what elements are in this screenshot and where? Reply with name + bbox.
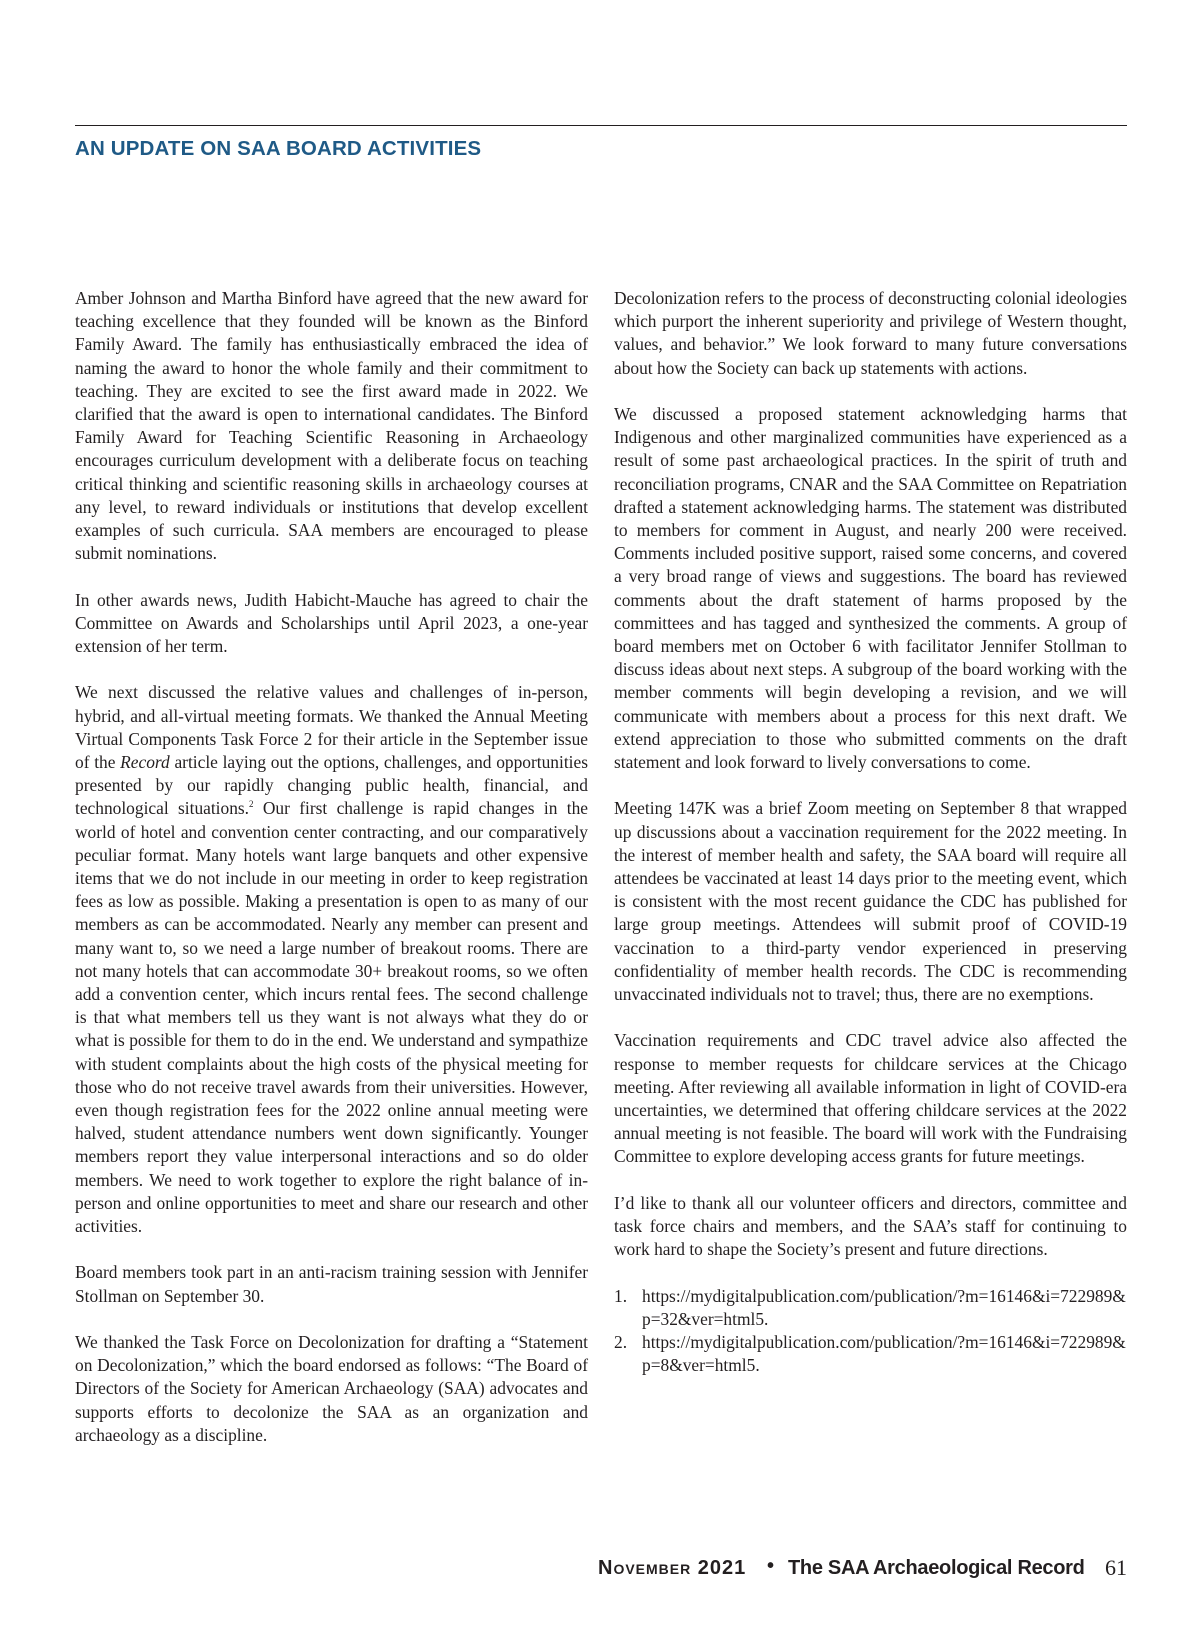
paragraph-anti-racism: Board members took part in an anti-racism training session with Jennifer Stollman on September 30. (75, 1262, 588, 1306)
header-rule (75, 125, 1127, 126)
footnote-item (614, 1331, 1127, 1377)
footer-bullet: • (767, 1555, 775, 1577)
page-footer (550, 1555, 1127, 1585)
footnote-number: 2. (614, 1332, 628, 1353)
paragraph-childcare: Vaccination requirements and CDC travel advice also affected the response to member requests for childcare services at the Chicago meeting. After reviewing all available information in light of COVID-era uncertainties, we determined that offering childcare services at the 2022 annual meeting is not feasible. The board will work with the Fundraising Committee to explore developing access grants for future meetings. (614, 1030, 1127, 1167)
paragraph-meeting-147k: Meeting 147K was a brief Zoom meeting on September 8 that wrapped up discussions about a vaccination requirement for the 2022 meeting. In the interest of member health and safety, the SAA board will require all attendees be vaccinated at least 14 days prior to the meeting event, which is consistent with the most recent guidance the CDC has published for large group meetings. Attendees will submit proof of COVID-19 vaccination to a third-party vendor experienced in preserving confidentiality of member health records. The CDC is recommending unvaccinated individuals not to travel; thus, there are no exemptions. (614, 798, 1127, 1005)
footnote-number: 1. (614, 1285, 628, 1306)
paragraph-decolonization: We thanked the Task Force on Decolonization for drafting a “Statement on Decolonization,” which the board endorsed as follows: “The Board of Directors of the Society for American Archaeology (SAA) advocates and supports efforts to decolonize the SAA as an organization and archaeology as a discipline. (75, 1332, 588, 1445)
footnote-link[interactable]: https://mydigitalpublication.com/publication/?m=16146&i=722989&p=8&ver=html5. (642, 1332, 1126, 1376)
footer-issue-date: November 2021 (598, 1557, 747, 1579)
footnote-item (614, 1285, 1127, 1331)
footer-journal-title: The SAA Archaeological Record (788, 1557, 1085, 1579)
paragraph-statement-of-harms: We discussed a proposed statement acknowledging harms that Indigenous and other marginalized communities have experienced as a result of some past archaeological practices. In the spirit of truth and reconciliation programs, CNAR and the SAA Committee on Repatriation drafted a statement acknowledging harms. The statement was distributed to members for comment in August, and nearly 200 were received. Comments included positive support, raised some concerns, and covered a very broad range of views and suggestions. The board has reviewed comments about the draft statement of harms proposed by the committees and has tagged and synthesized the comments. A group of board members met on October 6 with facilitator Jennifer Stollman to discuss ideas about next steps. A subgroup of the board working with the member comments will begin developing a revision, and we will communicate with members about a process for this next draft. We extend appreciation to those who submitted comments on the draft statement and look forward to lively conversations to come. (614, 404, 1127, 773)
paragraph-meeting-formats (75, 681, 588, 1238)
paragraph-thanks: I’d like to thank all our volunteer officers and directors, committee and task force chairs and members, and the SAA’s staff for continuing to work hard to shape the Society’s present and future directions. (614, 1192, 1127, 1260)
footnote-reference[interactable]: 2 (249, 799, 254, 810)
page-number: 61 (1105, 1555, 1127, 1580)
paragraph-text: Our first challenge is rapid changes in the world of hotel and convention center contracting, and our comparatively peculiar format. Many hotels want large banquets and other expensive items that we do not include in our meeting in order to keep registration fees as low as possible. Making a presentation is open to as many of our members as can be accommodated. Nearly any member can present and many want to, so we need a large number of breakout rooms. There are not many hotels that can accommodate 30+ breakout rooms, so we often add a convention center, which incurs rental fees. The second challenge is that what members tell us they want is not always what they do or what is possible for them to do in the end. We understand and sympathize with student complaints about the high costs of the physical meeting for those who do not receive travel awards from their universities. However, even though registration fees for the 2022 online annual meeting were halved, student attendance numbers went down significantly. Younger members report they value interpersonal interactions and so do older members. We need to work together to explore the right balance of in-person and online opportunities to meet and share our research and other activities. (75, 798, 588, 1237)
paragraph-binford-award: Amber Johnson and Martha Binford have agreed that the new award for teaching excellence that they founded will be known as the Binford Family Award. The family has enthusiastically embraced the idea of naming the award to honor the whole family and their commitment to teaching. They are excited to see the first award made in 2022. We clarified that the award is open to international candidates. The Binford Family Award for Teaching Scientific Reasoning in Archaeology encourages curriculum development with a deliberate focus on teaching critical thinking and scientific reasoning skills in archaeology courses at any level, to reward individuals or institutions that develop excellent examples of such curricula. SAA members are encouraged to please submit nominations. (75, 288, 588, 564)
paragraph-text: We next discussed the relative values and challenges of in-person, hybrid, and all-virtual meeting formats. We thanked the Annual Meeting Virtual Components Task Force 2 for their article in the September issue of the (75, 682, 588, 773)
paragraph-decolonization-cont: Decolonization refers to the process of deconstructing colonial ideologies which purport the inherent superiority and privilege of Western thought, values, and behavior.” We look forward to many future conversations about how the Society can back up statements with actions. (614, 288, 1127, 378)
record-italic: Record (120, 752, 170, 773)
footnote-link[interactable]: https://mydigitalpublication.com/publication/?m=16146&i=722989&p=32&ver=html5. (642, 1285, 1126, 1329)
right-column (614, 287, 1127, 1377)
footnotes-list (614, 1285, 1127, 1378)
left-column (75, 287, 588, 1470)
paragraph-awards-news: In other awards news, Judith Habicht-Mauche has agreed to chair the Committee on Awards and Scholarships until April 2023, a one-year extension of her term. (75, 589, 588, 657)
paragraph-text: article laying out the options, challenges, and opportunities presented by our rapidly changing public health, financial, and technological situations. (75, 752, 588, 819)
section-title: AN UPDATE ON SAA BOARD ACTIVITIES (75, 137, 482, 160)
